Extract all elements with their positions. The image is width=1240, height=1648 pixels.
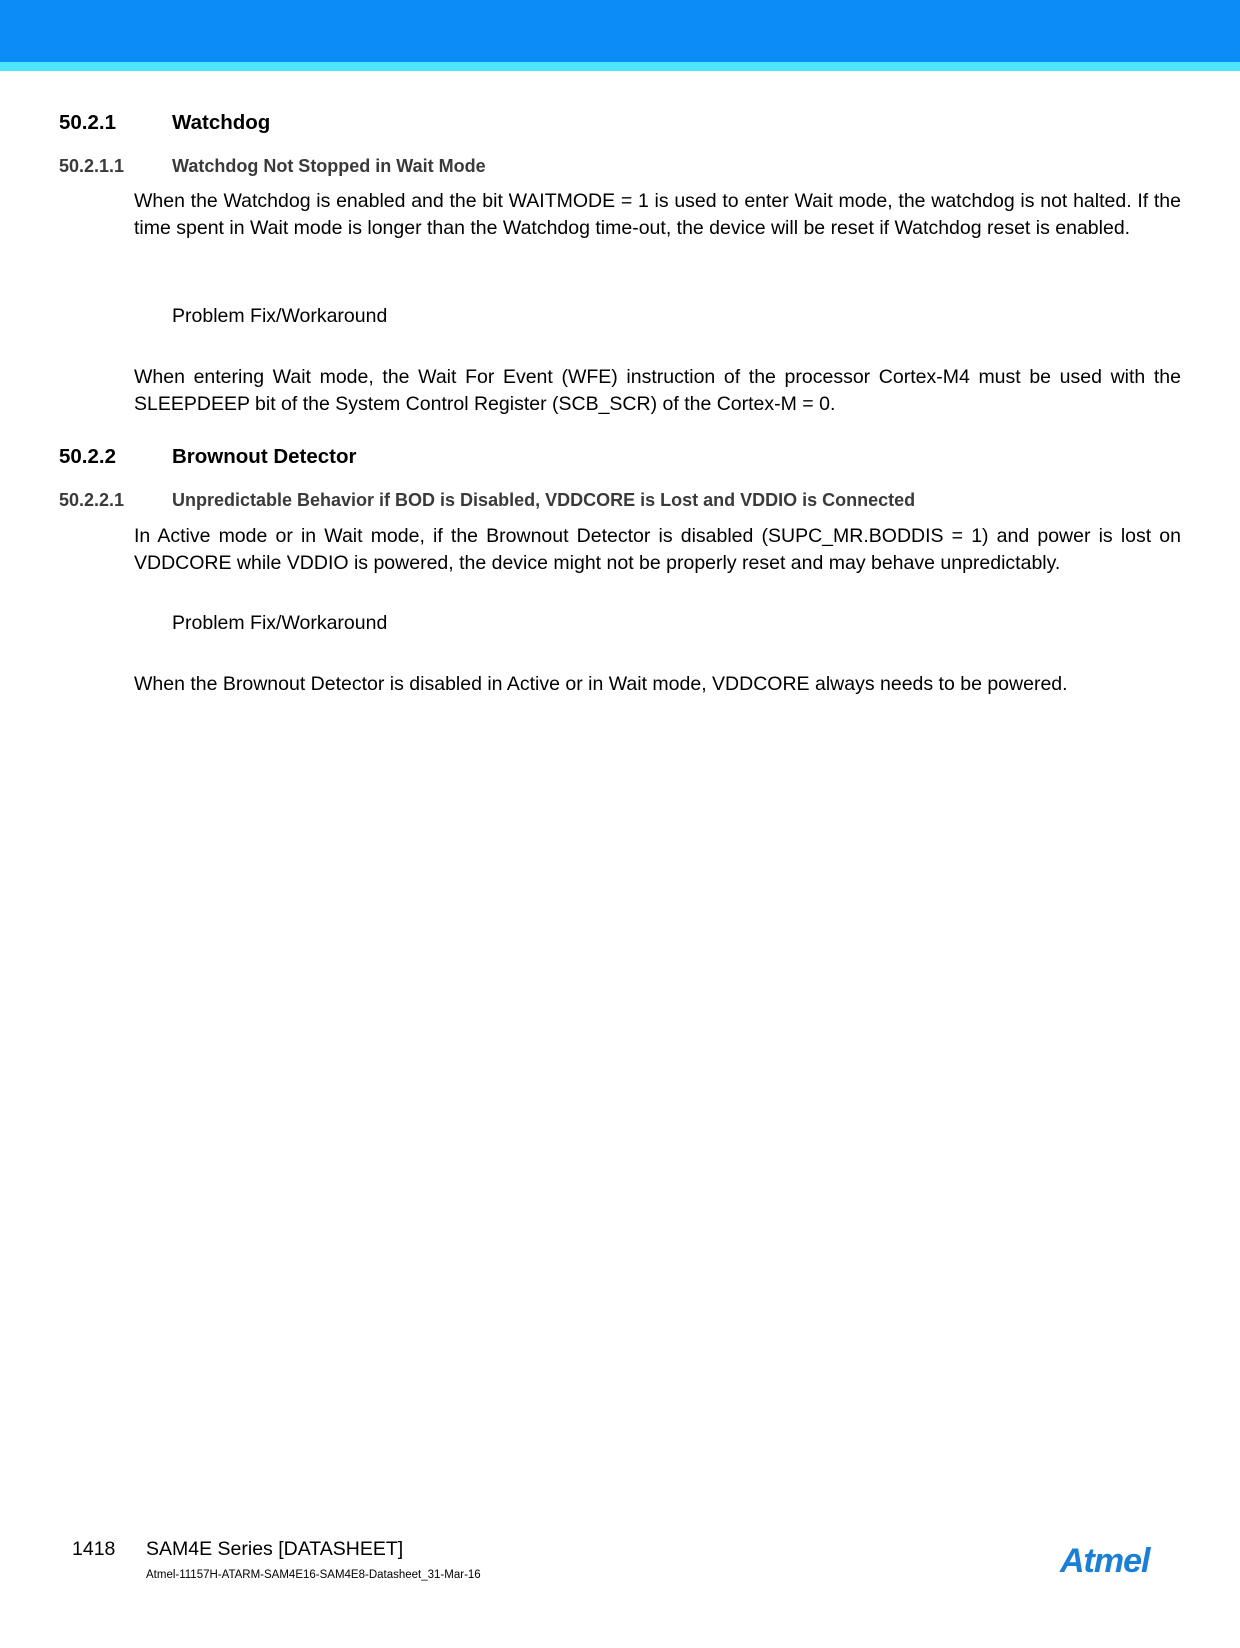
section-number: 50.2.1 [59,111,116,134]
subsection-title: Unpredictable Behavior if BOD is Disabled, VDDCORE is Lost and VDDIO is Connected [172,490,916,510]
subsection-number: 50.2.1.1 [59,156,125,176]
atmel-logo [1058,1540,1174,1580]
paragraph-bod-description: In Active mode or in Wait mode, if the Brownout Detector is disabled (SUPC_MR.BODDIS = 1) and power is lost on VDDCORE while VDDIO is powered, the device might not be properly reset and may behave unpredictably. [134,525,1181,574]
paragraph-watchdog-workaround: When entering Wait mode, the Wait For Event (WFE) instruction of the processor Cortex-M4 must be used with the SLEEPDEEP bit of the System Control Register (SCB_SCR) of the Cortex-M = 0. [134,366,1181,415]
paragraph-watchdog-description: When the Watchdog is enabled and the bit WAITMODE = 1 is used to enter Wait mode, the watchdog is not halted. If the time spent in Wait mode is longer than the Watchdog time-out, the device will be reset if Watchdog reset is enabled. [134,190,1181,239]
subsection-number: 50.2.2.1 [59,490,125,510]
workaround-label: Problem Fix/Workaround [172,305,388,327]
section-number: 50.2.2 [59,445,116,468]
section-title: Brownout Detector [172,445,357,468]
paragraph-bod-workaround: When the Brownout Detector is disabled in Active or in Wait mode, VDDCORE always needs to be powered. [134,673,1068,695]
subsection-title: Watchdog Not Stopped in Wait Mode [172,156,486,176]
svg-text:Atmel: Atmel [1060,1542,1150,1580]
workaround-label: Problem Fix/Workaround [172,612,388,634]
section-heading-brownout [59,445,357,469]
section-title: Watchdog [172,111,271,134]
footer-title: SAM4E Series [DATASHEET] [146,1538,404,1560]
subsection-heading-bod [59,490,915,511]
page-number: 1418 [72,1538,116,1560]
section-heading-watchdog [59,111,270,135]
subsection-heading-watchdog-wait [59,156,486,177]
header-bar [0,0,1240,62]
footer-document-id: Atmel-11157H-ATARM-SAM4E16-SAM4E8-Datasheet_31-Mar-16 [146,1569,481,1581]
header-stripe [0,62,1240,71]
